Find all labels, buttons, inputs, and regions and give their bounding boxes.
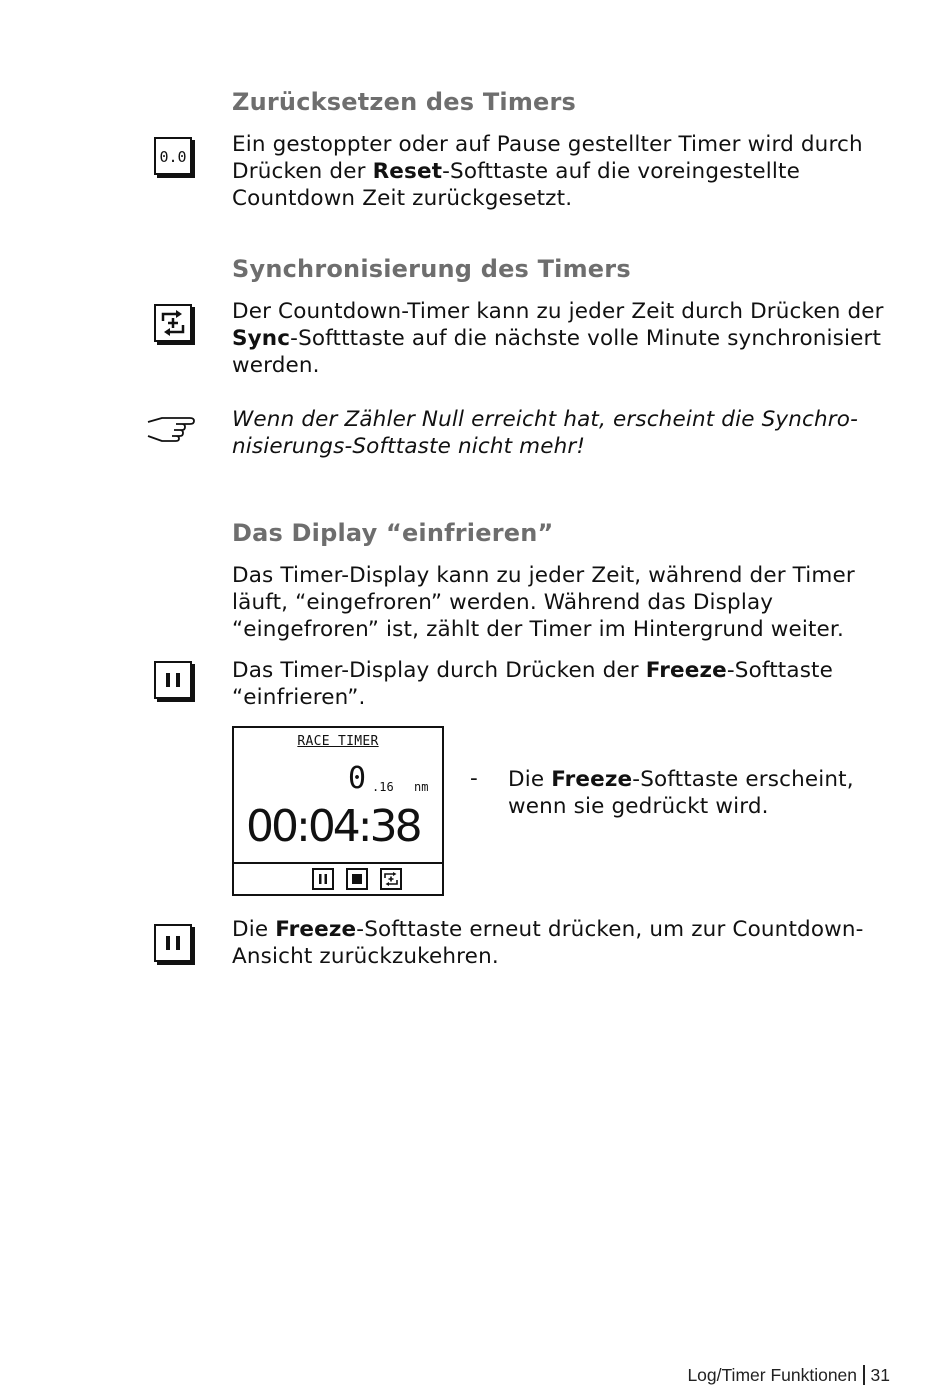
sync-paragraph: [232, 298, 912, 379]
lcd-distance: 0: [348, 761, 367, 796]
sync-text-2: -Softttaste auf die nächste volle Minute synchronisiert werden.: [232, 326, 882, 378]
bullet-dash: -: [470, 766, 478, 791]
reset-key-label: 0.0: [159, 148, 187, 166]
lcd-display: [232, 726, 444, 896]
freeze-step-2-text-2: -Softtaste erneut drücken, um zur Countdown-Ansicht zurückzukehren.: [232, 917, 864, 969]
pause-key-icon: [154, 661, 192, 699]
lcd-divider: [234, 862, 442, 864]
reset-text-1: Ein gestoppter oder auf Pause gestellter Timer wird durch Drücken der: [232, 132, 863, 184]
lcd-unit: nm: [414, 780, 429, 794]
lcd-pause-icon: [312, 868, 334, 890]
pause-key-icon-2: [154, 924, 192, 962]
lcd-distance-fraction: .16: [372, 780, 394, 794]
freeze-step-1-keyword: Freeze: [645, 658, 727, 683]
lcd-sync-icon: [380, 868, 402, 890]
heading-sync: Synchronisierung des Timers: [232, 255, 631, 283]
page-footer: [687, 1365, 890, 1386]
sync-text-1: Der Countdown-Timer kann zu jeder Zeit durch Drücken der: [232, 299, 884, 324]
freeze-bullet-text-1: Die: [508, 767, 552, 792]
lcd-title: RACE TIMER: [297, 734, 379, 749]
lcd-stop-icon: [346, 868, 368, 890]
freeze-step-1-text-2: -Softtaste “einfrieren”.: [232, 658, 834, 710]
freeze-step-2-text-1: Die: [232, 917, 276, 942]
reset-key-icon: [154, 137, 192, 175]
footer-separator: [863, 1365, 865, 1385]
freeze-bullet: [508, 766, 898, 820]
reset-keyword: Reset: [372, 159, 443, 184]
freeze-intro: Das Timer-Display kann zu jeder Zeit, während der Timer läuft, “eingefroren” werden. Während das Display “eingefroren” ist, zählt der Timer im Hintergrund weiter.: [232, 563, 855, 642]
sync-key-icon: [154, 304, 192, 342]
lcd-time: 00:04:38: [246, 801, 420, 852]
footer-section-title: Log/Timer Funktionen: [687, 1365, 858, 1385]
sync-keyword: Sync: [232, 326, 291, 351]
heading-reset: Zurücksetzen des Timers: [232, 88, 577, 116]
pointing-hand-icon: [146, 410, 198, 448]
freeze-step-2-keyword: Freeze: [275, 917, 357, 942]
freeze-step-2: [232, 916, 912, 970]
freeze-step-1-text-1: Das Timer-Display durch Drücken der: [232, 658, 646, 683]
freeze-bullet-text-2: -Softtaste erscheint, wenn sie gedrückt wird.: [508, 767, 854, 819]
freeze-bullet-keyword: Freeze: [551, 767, 633, 792]
sync-note: Wenn der Zähler Null erreicht hat, erscheint die Synchro-nisierungs-Softtaste nicht mehr!: [232, 407, 858, 459]
reset-text-2: -Softtaste auf die voreingestellte Countdown Zeit zurückgesetzt.: [232, 159, 801, 211]
heading-freeze: Das Diplay “einfrieren”: [232, 519, 554, 547]
freeze-step-1: [232, 657, 912, 711]
reset-paragraph: [232, 131, 912, 212]
page-number: 31: [870, 1365, 890, 1385]
